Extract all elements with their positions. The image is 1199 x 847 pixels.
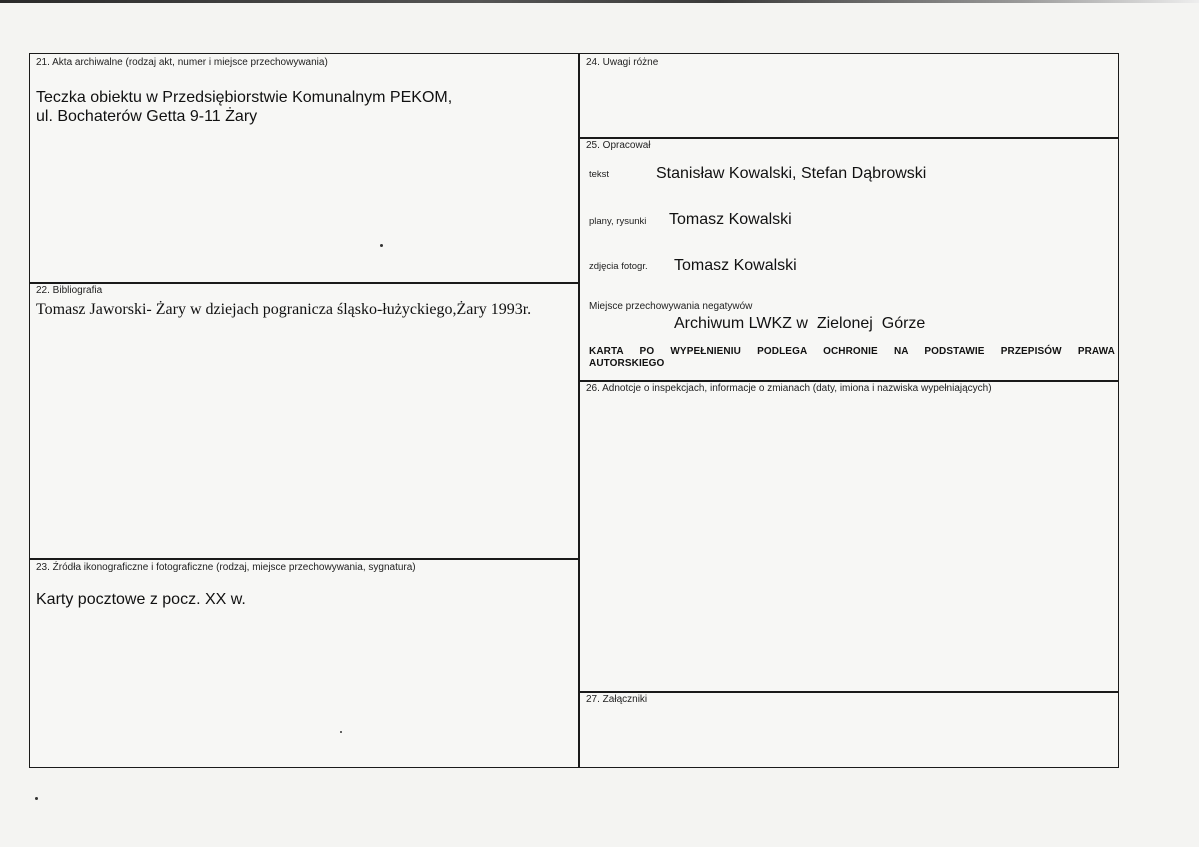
section-23-iconographic-sources [30, 559, 578, 767]
zdjecia-value: Tomasz Kowalski [674, 257, 797, 274]
tekst-label: tekst [589, 169, 610, 180]
section-21-line1: Teczka obiektu w Przedsiębiorstwie Komunalnym PEKOM, [36, 89, 453, 106]
scan-speck [380, 244, 383, 247]
copyright-notice-line1: KARTA PO WYPEŁNIENIU PODLEGA OCHRONIE NA PODSTAWIE PRZEPISÓW PRAWA [589, 346, 1115, 357]
scan-top-edge [0, 0, 1199, 3]
section-27-attachments [579, 692, 1119, 767]
section-23-text: Karty pocztowe z pocz. XX w. [36, 591, 246, 608]
scan-speck [35, 797, 38, 800]
scan-speck [340, 731, 342, 733]
section-21-label: 21. Akta archiwalne (rodzaj akt, numer i miejsce przechowywania) [36, 57, 328, 68]
section-21-line2: ul. Bochaterów Getta 9-11 Żary [36, 108, 258, 125]
section-22-label: 22. Bibliografia [36, 285, 103, 296]
section-22-text: Tomasz Jaworski- Żary w dziejach pogranicza śląsko-łużyckiego,Żary 1993r. [36, 301, 532, 318]
section-27-label: 27. Załączniki [586, 694, 648, 705]
section-21-archival-records [30, 54, 578, 282]
section-23-label: 23. Źródła ikonograficzne i fotograficzne (rodzaj, miejsce przechowywania, sygnatura) [36, 562, 416, 573]
tekst-value: Stanisław Kowalski, Stefan Dąbrowski [656, 165, 927, 182]
section-24-label: 24. Uwagi różne [586, 57, 659, 68]
negatywy-value: Archiwum LWKZ w Zielonej Górze [674, 315, 926, 332]
plany-value: Tomasz Kowalski [669, 211, 792, 228]
section-24-remarks [579, 54, 1119, 137]
section-26-inspection-notes [579, 381, 1119, 691]
copyright-notice-line2: AUTORSKIEGO [589, 358, 665, 369]
plany-label: plany, rysunki [589, 216, 647, 227]
inventory-card-form [29, 53, 1119, 768]
section-25-label: 25. Opracował [586, 140, 651, 151]
section-25-prepared-by [579, 138, 1119, 380]
zdjecia-label: zdjęcia fotogr. [589, 261, 648, 272]
section-26-label: 26. Adnotcje o inspekcjach, informacje o zmianach (daty, imiona i nazwiska wypełniających) [586, 383, 992, 394]
negatywy-label: Miejsce przechowywania negatywów [589, 301, 753, 312]
section-22-bibliography [30, 283, 578, 558]
